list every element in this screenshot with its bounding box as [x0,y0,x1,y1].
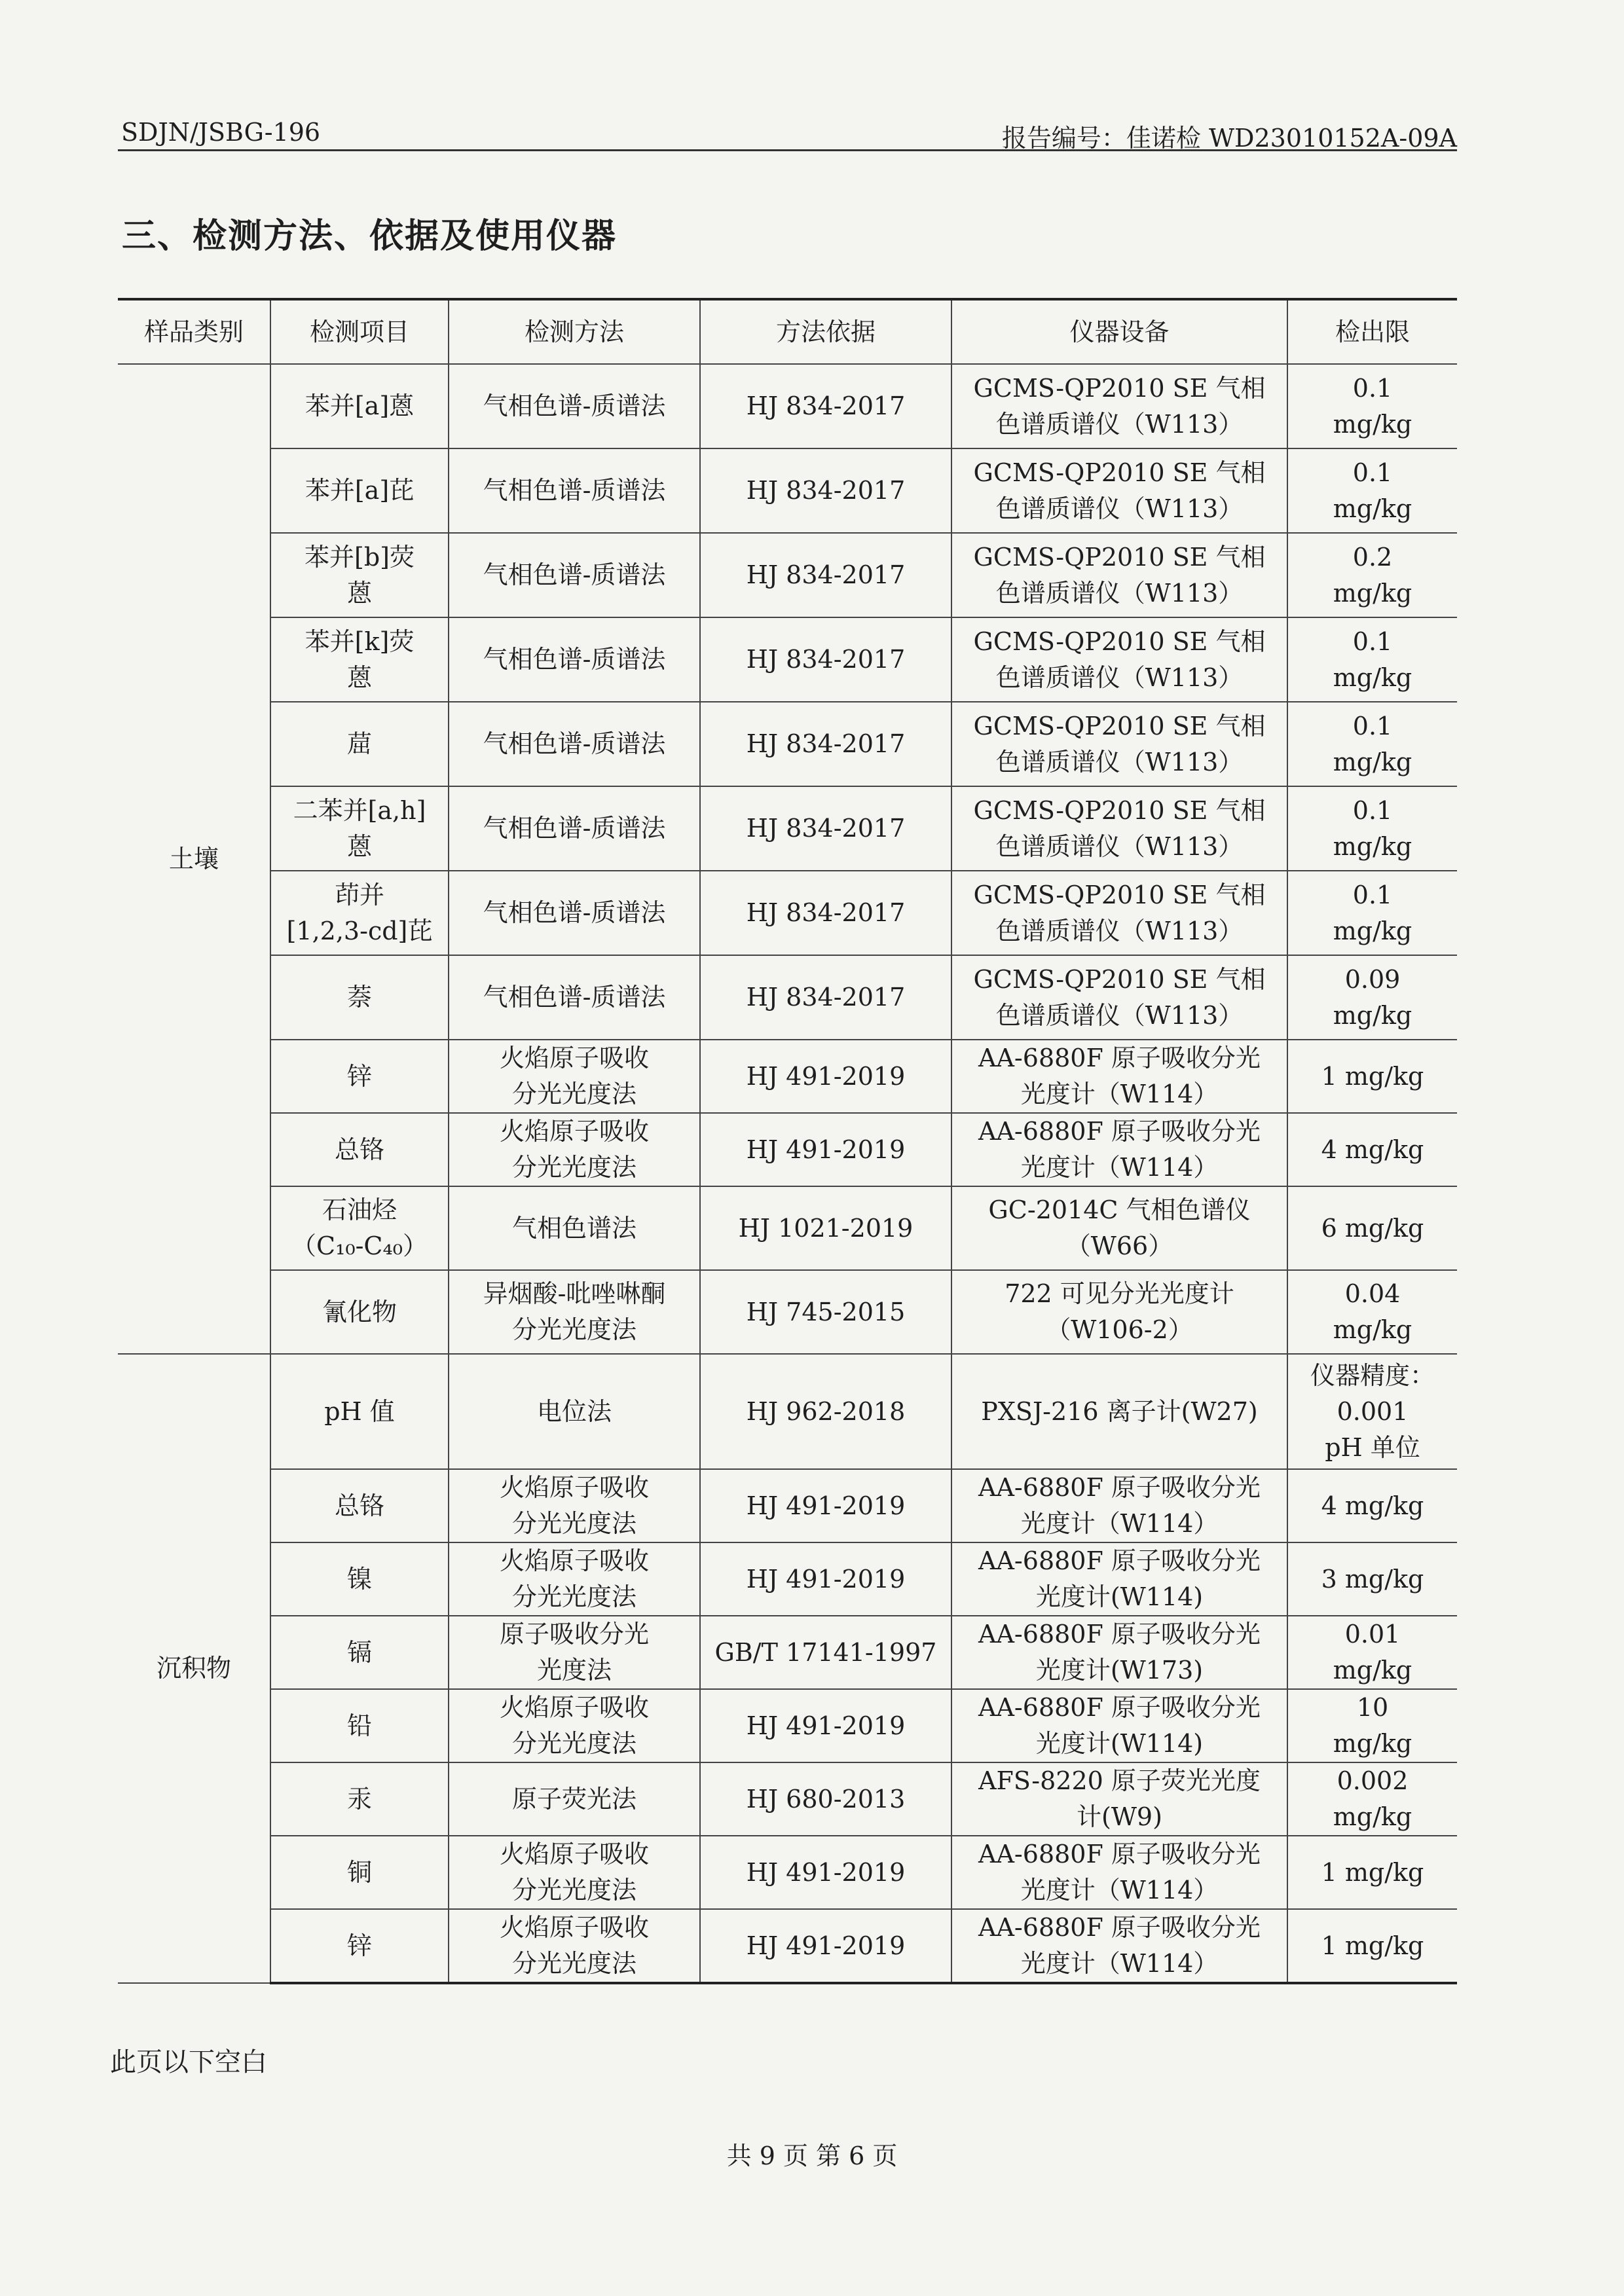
detection-limit-line: 0.04 [1344,1279,1401,1308]
detection-limit-line: 0.1 [1352,711,1393,740]
test-method-line: 分光光度法 [511,1876,637,1904]
test-item-line: 蒽 [346,831,372,861]
test-item [270,1542,449,1616]
detection-limit [1287,955,1457,1040]
test-item-line: 苯并[a]芘 [304,476,415,505]
test-item-line: 总铬 [334,1135,384,1164]
method-basis: HJ 491-2019 [700,1469,951,1542]
detection-limit-line: 仪器精度： [1310,1360,1435,1390]
test-method [449,871,700,955]
instrument-line: 光度计(W114) [1035,1582,1204,1611]
instrument-line: AFS-8220 原子荧光光度 [978,1766,1261,1795]
test-method [449,1113,700,1186]
instrument [951,617,1287,702]
method-basis: HJ 680-2013 [700,1762,951,1836]
table-row [118,617,1457,702]
col-header-limit: 检出限 [1287,299,1457,364]
test-item-line: 氰化物 [322,1297,397,1326]
instrument-line: 色谱质谱仪（W113） [995,409,1244,439]
test-item-line: 蒽 [346,578,372,608]
detection-limit-line: 0.1 [1352,627,1393,656]
instrument [951,1469,1287,1542]
detection-limit-line: 1 mg/kg [1321,1931,1424,1960]
instrument [951,448,1287,533]
instrument-line: 光度计(W114) [1035,1729,1204,1758]
detection-limit [1287,1113,1457,1186]
test-method-line: 气相色谱-质谱法 [483,729,666,758]
instrument-line: 光度计（W114） [1020,1949,1219,1978]
test-method-line: 光度法 [536,1656,612,1685]
test-item [270,1469,449,1542]
table-row [118,1354,1457,1469]
method-basis: HJ 834-2017 [700,448,951,533]
blank-below-note: 此页以下空白 [110,2047,267,2077]
test-method [449,1689,700,1762]
test-method-line: 火焰原子吸收 [499,1473,649,1502]
test-item [270,1270,449,1354]
instrument-line: AA-6880F 原子吸收分光 [978,1473,1261,1502]
detection-limit-line: mg/kg [1333,409,1412,439]
detection-limit-line: mg/kg [1333,1000,1412,1030]
instrument-line: 色谱质谱仪（W113） [995,747,1244,776]
test-item-line: 镉 [346,1637,372,1667]
instrument-line: GCMS-QP2010 SE 气相 [973,373,1266,403]
method-basis: HJ 834-2017 [700,364,951,448]
test-item-line: 镍 [346,1564,372,1594]
detection-limit [1287,871,1457,955]
instrument-line: 722 可见分光光度计 [1005,1279,1234,1308]
method-basis: HJ 491-2019 [700,1040,951,1113]
detection-limit-line: 6 mg/kg [1321,1213,1424,1243]
method-basis: HJ 745-2015 [700,1270,951,1354]
test-item [270,1909,449,1983]
instrument-line: AA-6880F 原子吸收分光 [978,1693,1261,1722]
instrument-line: （W106-2） [1046,1315,1193,1344]
test-item-line: 锌 [346,1931,372,1960]
test-item-line: 萘 [346,983,372,1011]
test-method-line: 异烟酸-吡唑啉酮 [483,1279,666,1308]
detection-limit-line: mg/kg [1333,663,1412,692]
table-row [118,448,1457,533]
table-row [118,1762,1457,1836]
test-item [270,786,449,871]
test-item [270,533,449,617]
detection-limit [1287,702,1457,786]
method-basis: HJ 491-2019 [700,1113,951,1186]
detection-limit-line: 0.1 [1352,458,1393,487]
test-method-line: 火焰原子吸收 [499,1840,649,1868]
instrument-line: 光度计（W114） [1020,1080,1219,1108]
detection-limit [1287,617,1457,702]
test-item-line: 总铬 [334,1491,384,1520]
test-item-line: 苯并[k]荧 [304,627,415,656]
detection-limit-line: mg/kg [1333,1802,1412,1831]
test-item [270,955,449,1040]
instrument-line: 色谱质谱仪（W113） [995,663,1244,692]
test-item-line: 石油烃 [322,1195,397,1224]
test-method [449,1836,700,1909]
method-basis: HJ 834-2017 [700,533,951,617]
instrument-line: 色谱质谱仪（W113） [995,916,1244,945]
instrument-line: 色谱质谱仪（W113） [995,494,1244,523]
test-item [270,617,449,702]
test-method-line: 分光光度法 [511,1153,637,1182]
instrument [951,1689,1287,1762]
test-method [449,1354,700,1469]
instrument [951,533,1287,617]
detection-limit [1287,1186,1457,1270]
instrument [951,955,1287,1040]
test-method-line: 火焰原子吸收 [499,1546,649,1575]
test-item-line: [1,2,3-cd]芘 [286,916,433,945]
detection-limit-line: 10 [1356,1693,1389,1722]
test-method [449,786,700,871]
doc-code: SDJN/JSBG-196 [121,118,321,147]
detection-limit [1287,1542,1457,1616]
instrument-line: GC-2014C 气相色谱仪 [988,1195,1251,1224]
instrument [951,1354,1287,1469]
method-basis: HJ 1021-2019 [700,1186,951,1270]
instrument [951,1270,1287,1354]
test-method [449,533,700,617]
detection-limit [1287,1762,1457,1836]
test-method-line: 气相色谱-质谱法 [483,476,666,505]
test-item-line: 茚并 [334,880,384,909]
test-item [270,1616,449,1689]
col-header-method: 检测方法 [449,299,700,364]
test-method [449,364,700,448]
detection-limit-line: 1 mg/kg [1321,1857,1424,1887]
test-item [270,871,449,955]
test-method-line: 气相色谱-质谱法 [483,645,666,674]
col-header-basis: 方法依据 [700,299,951,364]
instrument-line: GCMS-QP2010 SE 气相 [973,627,1266,656]
method-basis: HJ 834-2017 [700,955,951,1040]
report-number: 报告编号：佳诺检 WD23010152A-09A [1001,124,1457,153]
detection-limit-line: mg/kg [1333,1729,1412,1758]
instrument-line: GCMS-QP2010 SE 气相 [973,542,1266,572]
test-item [270,448,449,533]
detection-limit-line: 4 mg/kg [1321,1135,1424,1164]
detection-limit-line: mg/kg [1333,831,1412,861]
test-method-line: 分光光度法 [511,1509,637,1538]
instrument-line: 色谱质谱仪（W113） [995,578,1244,608]
test-method-line: 火焰原子吸收 [499,1044,649,1072]
test-method-line: 火焰原子吸收 [499,1693,649,1722]
test-method-line: 气相色谱-质谱法 [483,814,666,843]
test-method [449,1186,700,1270]
instrument [951,702,1287,786]
detection-limit-line: mg/kg [1333,1315,1412,1344]
test-item-line: 苯并[b]荧 [304,542,415,572]
instrument-line: 光度计（W114） [1020,1153,1219,1182]
test-method [449,1542,700,1616]
method-basis: HJ 834-2017 [700,702,951,786]
test-method-line: 原子吸收分光 [499,1620,649,1649]
instrument-line: AA-6880F 原子吸收分光 [978,1620,1261,1649]
detection-limit [1287,1836,1457,1909]
method-basis: HJ 834-2017 [700,786,951,871]
table-row [118,1186,1457,1270]
instrument [951,1616,1287,1689]
sample-category: 土壤 [118,364,270,1354]
instrument-line: AA-6880F 原子吸收分光 [978,1913,1261,1942]
detection-limit [1287,1354,1457,1469]
test-item-line: 蒽 [346,663,372,692]
instrument-line: AA-6880F 原子吸收分光 [978,1117,1261,1146]
test-item-line: 汞 [346,1784,372,1813]
test-method-line: 原子荧光法 [511,1784,637,1813]
detection-limit-line: 0.01 [1344,1620,1401,1649]
instrument-line: GCMS-QP2010 SE 气相 [973,964,1266,994]
table-row [118,1270,1457,1354]
method-basis: HJ 834-2017 [700,617,951,702]
detection-limit-line: 0.1 [1352,795,1393,825]
instrument [951,1113,1287,1186]
instrument [951,1186,1287,1270]
col-header-item: 检测项目 [270,299,449,364]
table-row [118,786,1457,871]
test-method [449,448,700,533]
instrument-line: （W66） [1065,1231,1173,1260]
method-basis: GB/T 17141-1997 [700,1616,951,1689]
test-method [449,1270,700,1354]
detection-limit-line: 0.1 [1352,373,1393,403]
table-row [118,955,1457,1040]
methods-table [118,298,1457,1984]
detection-limit [1287,1040,1457,1113]
test-item-line: 䓛 [346,729,372,758]
table-row [118,1113,1457,1186]
instrument-line: PXSJ-216 离子计(W27) [981,1396,1258,1426]
detection-limit [1287,1909,1457,1983]
test-item-line: 锌 [346,1061,372,1091]
detection-limit [1287,1270,1457,1354]
test-item [270,1040,449,1113]
instrument-line: 光度计(W173) [1035,1656,1204,1685]
method-basis: HJ 491-2019 [700,1836,951,1909]
test-method [449,1762,700,1836]
table-row [118,1616,1457,1689]
detection-limit [1287,364,1457,448]
test-method-line: 分光光度法 [511,1315,637,1344]
test-method-line: 分光光度法 [511,1582,637,1611]
test-method [449,702,700,786]
detection-limit [1287,1616,1457,1689]
detection-limit [1287,1469,1457,1542]
detection-limit-line: 3 mg/kg [1321,1564,1424,1594]
instrument-line: 计(W9) [1077,1802,1162,1831]
page-header [118,118,1457,151]
test-method [449,617,700,702]
test-method [449,1040,700,1113]
instrument-line: AA-6880F 原子吸收分光 [978,1546,1261,1575]
table-row [118,1689,1457,1762]
instrument-line: AA-6880F 原子吸收分光 [978,1044,1261,1072]
method-basis: HJ 962-2018 [700,1354,951,1469]
instrument [951,786,1287,871]
test-method [449,1469,700,1542]
detection-limit-line: mg/kg [1333,916,1412,945]
instrument [951,1836,1287,1909]
test-item-line: 铅 [346,1711,372,1740]
test-method-line: 气相色谱-质谱法 [483,983,666,1011]
detection-limit-line: mg/kg [1333,578,1412,608]
instrument-line: 色谱质谱仪（W113） [995,1000,1244,1030]
test-method-line: 气相色谱法 [511,1213,637,1243]
test-item [270,364,449,448]
test-item-line: 苯并[a]蒽 [304,392,415,420]
col-header-instrument: 仪器设备 [951,299,1287,364]
detection-limit-line: pH 单位 [1325,1432,1420,1462]
method-basis: HJ 491-2019 [700,1542,951,1616]
detection-limit-line: mg/kg [1333,1656,1412,1685]
test-item [270,702,449,786]
detection-limit [1287,786,1457,871]
test-item [270,1762,449,1836]
test-method [449,1909,700,1983]
detection-limit [1287,533,1457,617]
col-header-category: 样品类别 [118,299,270,364]
detection-limit-line: 0.1 [1352,880,1393,909]
table-row [118,702,1457,786]
detection-limit-line: 4 mg/kg [1321,1491,1424,1520]
test-item-line: 铜 [346,1857,372,1887]
detection-limit-line: 0.2 [1352,542,1393,572]
test-item [270,1836,449,1909]
detection-limit-line: mg/kg [1333,494,1412,523]
test-method [449,1616,700,1689]
instrument [951,1909,1287,1983]
table-row [118,871,1457,955]
test-item [270,1186,449,1270]
test-method-line: 分光光度法 [511,1080,637,1108]
test-item-line: pH 值 [324,1396,395,1426]
test-method-line: 气相色谱-质谱法 [483,898,666,927]
instrument-line: 光度计（W114） [1020,1876,1219,1904]
detection-limit-line: mg/kg [1333,747,1412,776]
test-method-line: 气相色谱-质谱法 [483,560,666,589]
instrument [951,871,1287,955]
table-row [118,1040,1457,1113]
table-row [118,1836,1457,1909]
table-row [118,533,1457,617]
table-row [118,1469,1457,1542]
instrument [951,1542,1287,1616]
method-basis: HJ 491-2019 [700,1909,951,1983]
instrument-line: GCMS-QP2010 SE 气相 [973,880,1266,909]
instrument-line: 色谱质谱仪（W113） [995,831,1244,861]
test-method-line: 分光光度法 [511,1949,637,1978]
instrument-line: 光度计（W114） [1020,1509,1219,1538]
detection-limit-line: 0.001 [1337,1396,1409,1426]
instrument-line: GCMS-QP2010 SE 气相 [973,795,1266,825]
table-row [118,364,1457,448]
instrument-line: AA-6880F 原子吸收分光 [978,1840,1261,1868]
test-method-line: 火焰原子吸收 [499,1117,649,1146]
section-title: 三、检测方法、依据及使用仪器 [122,217,618,256]
test-item [270,1354,449,1469]
page-number: 共 9 页 第 6 页 [726,2141,898,2170]
test-item [270,1113,449,1186]
detection-limit [1287,1689,1457,1762]
detection-limit-line: 1 mg/kg [1321,1061,1424,1091]
test-method-line: 气相色谱-质谱法 [483,392,666,420]
test-method-line: 电位法 [536,1396,612,1426]
instrument [951,364,1287,448]
detection-limit-line: 0.002 [1337,1766,1409,1795]
instrument [951,1762,1287,1836]
test-item [270,1689,449,1762]
detection-limit-line: 0.09 [1344,964,1401,994]
instrument [951,1040,1287,1113]
method-basis: HJ 834-2017 [700,871,951,955]
test-method-line: 火焰原子吸收 [499,1913,649,1942]
sample-category: 沉积物 [118,1354,270,1983]
instrument-line: GCMS-QP2010 SE 气相 [973,458,1266,487]
table-row [118,1909,1457,1983]
test-method-line: 分光光度法 [511,1729,637,1758]
method-basis: HJ 491-2019 [700,1689,951,1762]
detection-limit [1287,448,1457,533]
test-item-line: （C₁₀-C₄₀） [291,1231,428,1260]
instrument-line: GCMS-QP2010 SE 气相 [973,711,1266,740]
table-row [118,1542,1457,1616]
table-header-row [118,299,1457,364]
test-method [449,955,700,1040]
test-item-line: 二苯并[a,h] [293,795,426,825]
